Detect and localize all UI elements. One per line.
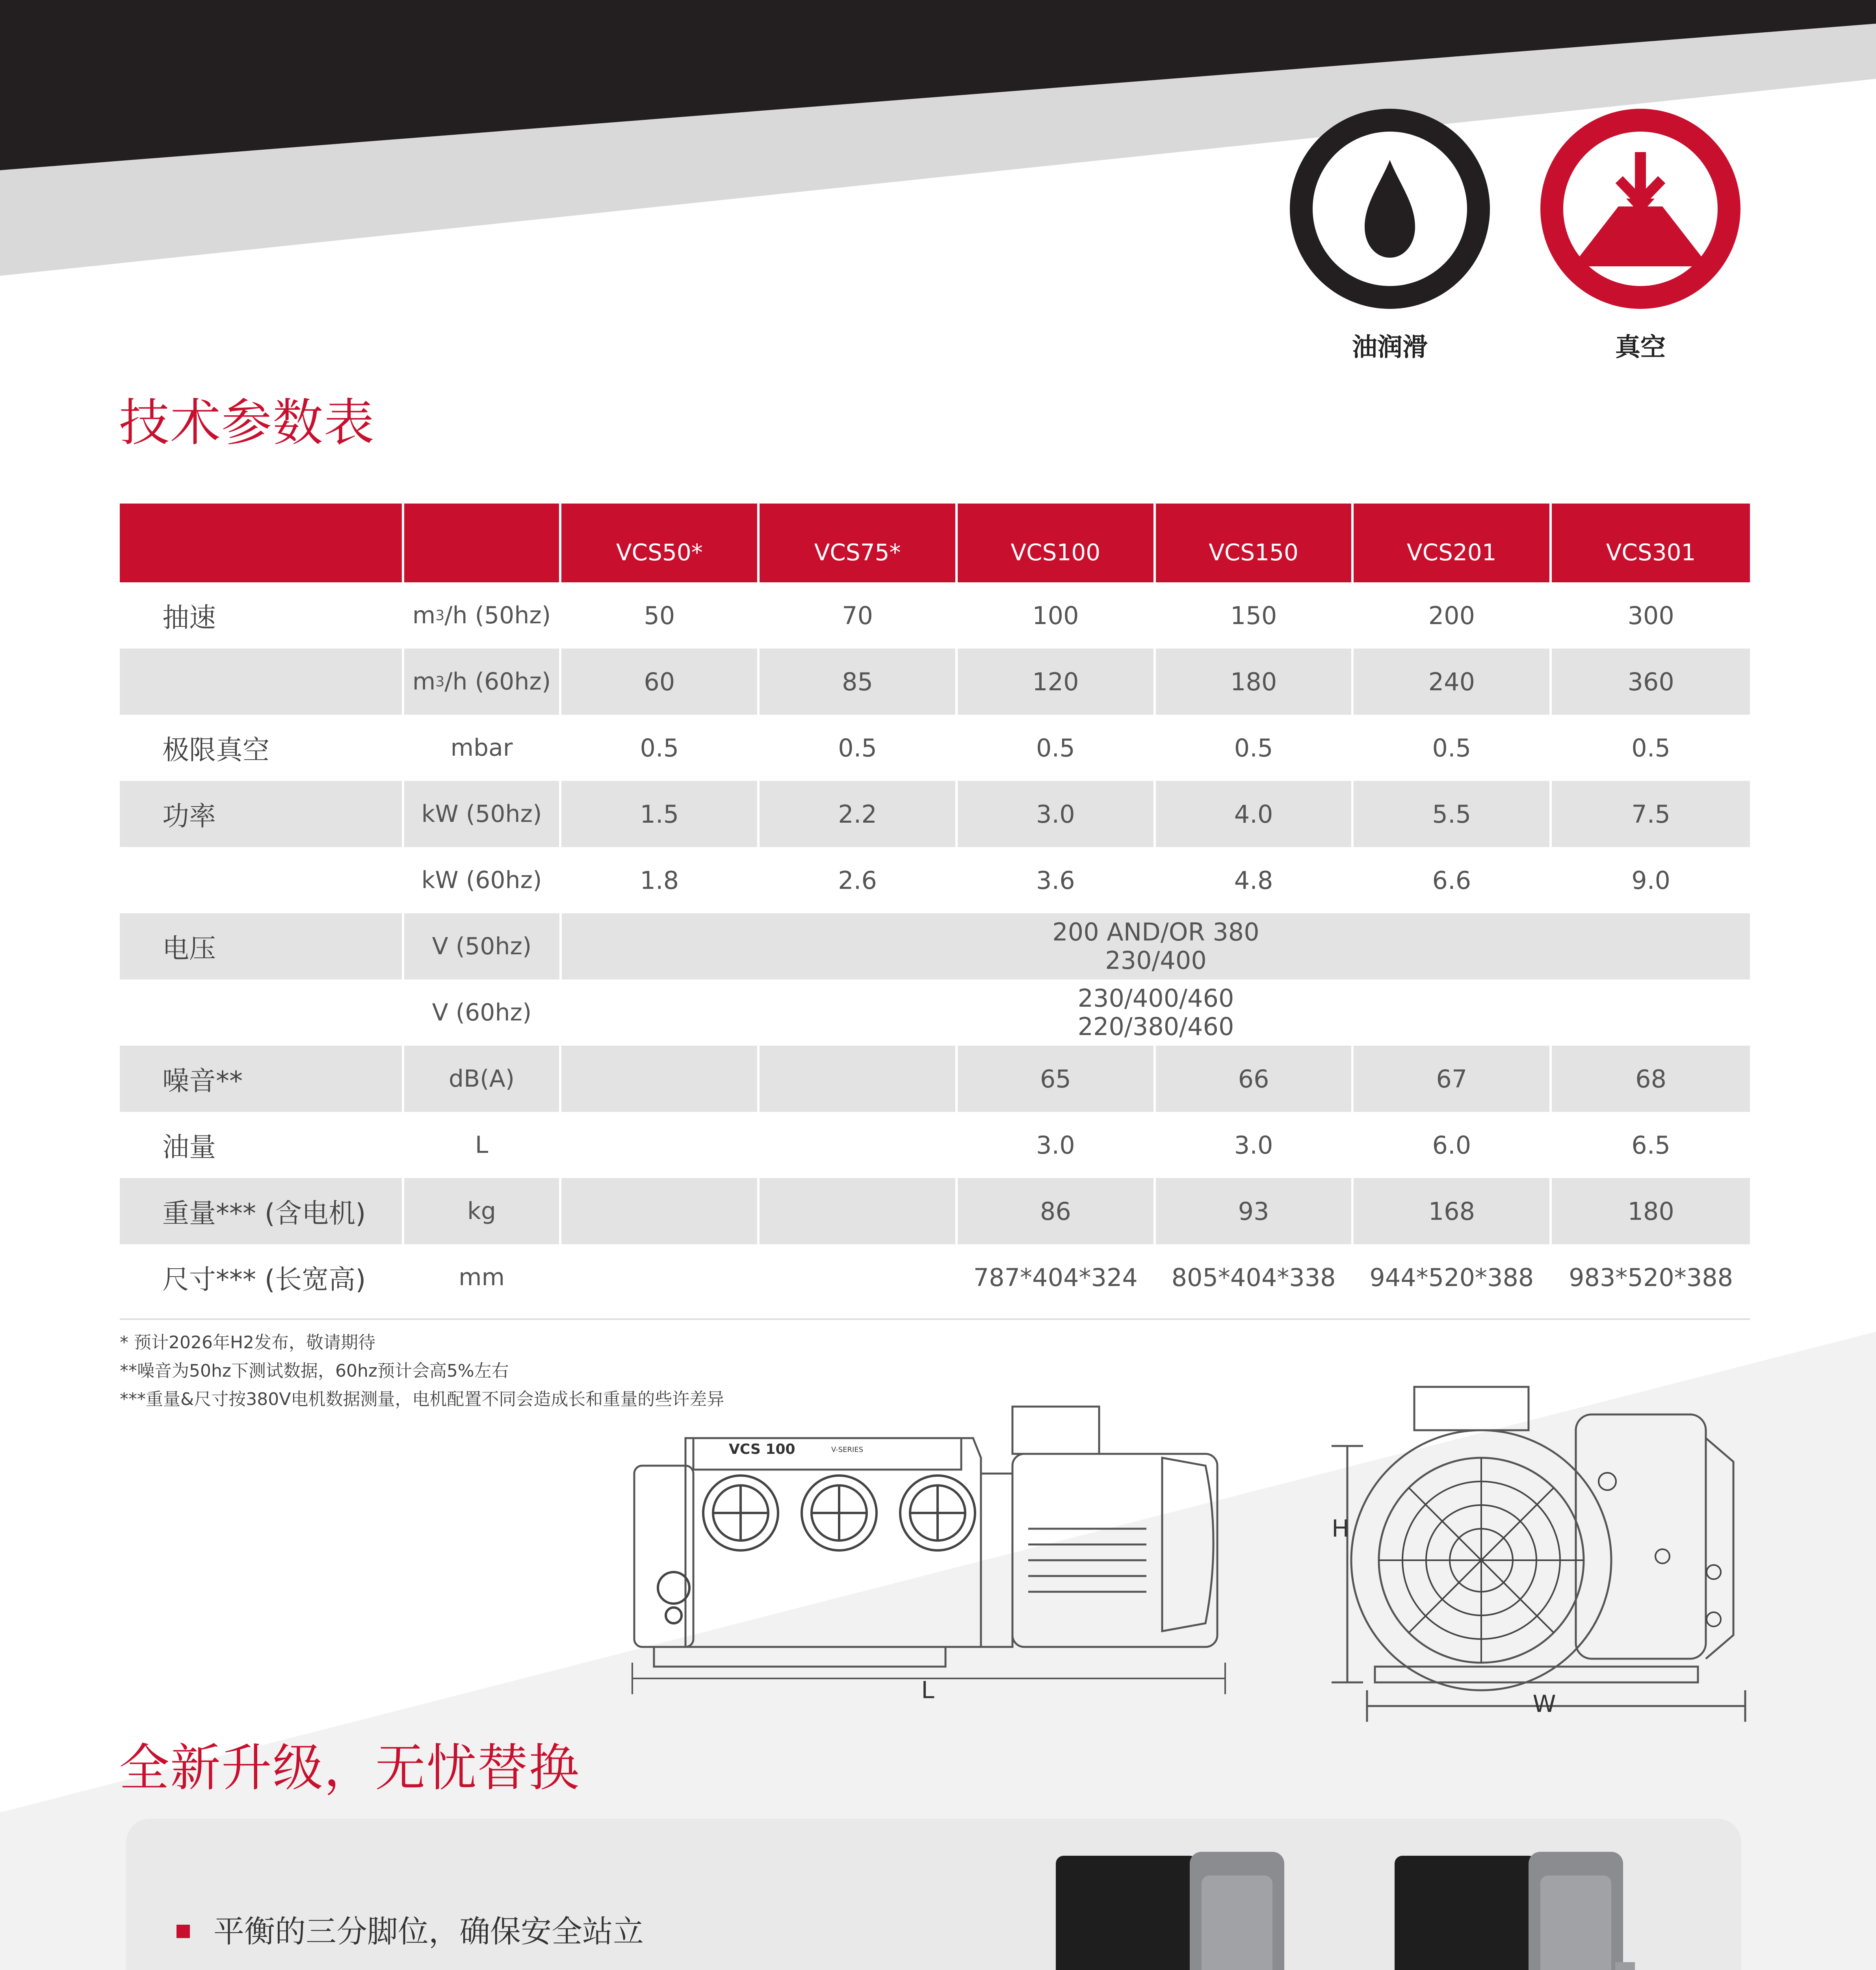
header-blank-name	[120, 504, 404, 582]
header-model: VCS50*	[561, 504, 760, 582]
cell: 0.5	[1631, 733, 1670, 762]
row-name: 重量*** (含电机)	[120, 1178, 404, 1244]
cell	[760, 1178, 958, 1244]
row-name: 抽速	[120, 582, 404, 649]
vacuum-icon	[1540, 109, 1740, 309]
cell: 1.5	[561, 781, 760, 847]
header-model: VCS150	[1156, 504, 1354, 582]
vacuum-label: 真空	[1615, 333, 1666, 362]
cell: 120	[958, 649, 1156, 715]
cell: 0.5	[760, 715, 958, 781]
cell: 4.0	[1156, 781, 1354, 847]
cell: 6.0	[1354, 1112, 1552, 1178]
cell: 150	[1156, 582, 1354, 649]
dimension-width-label: W	[1532, 1690, 1556, 1718]
cell: 180	[1627, 1197, 1674, 1226]
cell: 0.5	[1156, 715, 1354, 781]
cell: 60	[561, 649, 760, 715]
cell: 86	[958, 1178, 1156, 1244]
dimension-height-label: H	[1332, 1515, 1350, 1543]
spec-table-title: 技术参数表	[119, 394, 375, 452]
cell: 100	[958, 582, 1156, 649]
pump-front-view-drawing	[1316, 1383, 1761, 1726]
feature-item	[176, 1907, 644, 1951]
row-unit: kW (50hz)	[404, 781, 562, 847]
cell: 200	[1354, 582, 1552, 649]
footnotes	[120, 1329, 724, 1414]
table-row	[120, 715, 1750, 781]
cell: 787*404*324	[958, 1244, 1156, 1310]
cell	[760, 1046, 958, 1112]
row-unit: V (60hz)	[404, 979, 562, 1046]
table-row	[120, 649, 1750, 715]
spec-table	[120, 504, 1750, 1310]
cell: 3.6	[958, 847, 1156, 913]
row-name: 噪音**	[120, 1046, 404, 1112]
cell: 983*520*388	[1569, 1263, 1733, 1292]
table-row	[120, 979, 1750, 1046]
header-model: VCS100	[958, 504, 1156, 582]
cell	[760, 1112, 958, 1178]
table-bottom-rule	[120, 1318, 1750, 1320]
cell	[561, 1112, 760, 1178]
vacuum-badge	[1540, 109, 1740, 309]
cell: 300	[1627, 601, 1674, 630]
cell: 0.5	[561, 715, 760, 781]
drawing-series-label: V-SERIES	[831, 1446, 864, 1454]
table-row	[120, 1178, 1750, 1244]
row-unit: dB(A)	[404, 1046, 562, 1112]
oil-lubrication-label: 油润滑	[1352, 333, 1428, 362]
cell: 2.2	[760, 781, 958, 847]
cell: 360	[1627, 667, 1674, 696]
table-row	[120, 847, 1750, 913]
cell: 168	[1354, 1178, 1552, 1244]
row-name	[120, 979, 404, 1046]
header-model: VCS301	[1606, 539, 1696, 566]
row-name: 极限真空	[120, 715, 404, 781]
cell: 0.5	[958, 715, 1156, 781]
footnote: **噪音为50hz下测试数据，60hz预计会高5%左右	[120, 1361, 509, 1381]
cell: 0.5	[1354, 715, 1552, 781]
cell: 805*404*338	[1156, 1244, 1354, 1310]
upgrade-title: 全新升级，无忧替换	[119, 1739, 580, 1797]
table-row	[120, 1244, 1750, 1310]
cell: 67	[1354, 1046, 1552, 1112]
cell: 3.0	[958, 781, 1156, 847]
cell: 68	[1635, 1064, 1667, 1093]
cell: 50	[561, 582, 760, 649]
cell	[561, 1046, 760, 1112]
voltage-cell	[562, 979, 1750, 1046]
footnote: * 预计2026年H2发布，敬请期待	[120, 1333, 376, 1353]
row-unit: m 3 /h (50hz)	[404, 582, 562, 649]
dimension-length-label: L	[921, 1676, 934, 1702]
pump-side-view-drawing	[626, 1403, 1233, 1702]
table-row	[120, 582, 1750, 649]
row-unit: L	[404, 1112, 562, 1178]
drawing-model-label: VCS 100	[729, 1441, 795, 1457]
voltage-line: 200 AND/OR 380	[1052, 918, 1259, 946]
header-model: VCS201	[1354, 504, 1552, 582]
row-unit: kg	[404, 1178, 562, 1244]
oil-drop-icon	[1290, 109, 1490, 309]
row-unit: m 3 /h (60hz)	[404, 649, 562, 715]
voltage-line: 220/380/460	[1077, 1012, 1234, 1041]
row-name: 电压	[120, 913, 404, 979]
row-unit: V (50hz)	[404, 913, 562, 979]
cell: 240	[1354, 649, 1552, 715]
table-row	[120, 1046, 1750, 1112]
cell: 70	[760, 582, 958, 649]
voltage-line: 230/400/460	[1077, 984, 1234, 1013]
row-name	[120, 649, 404, 715]
cell: 7.5	[1631, 799, 1670, 829]
cell: 6.6	[1354, 847, 1552, 913]
row-unit: mm	[404, 1244, 562, 1310]
voltage-line: 230/400	[1105, 946, 1207, 975]
bullet-square-icon	[176, 1925, 190, 1938]
header-blank-unit	[404, 504, 562, 582]
table-row	[120, 913, 1750, 979]
feature-text: 平衡的三分脚位，确保安全站立	[214, 1914, 644, 1950]
row-name: 尺寸*** (长宽高)	[120, 1244, 404, 1310]
cell: 93	[1156, 1178, 1354, 1244]
cell: 65	[958, 1046, 1156, 1112]
pump-image-original	[1040, 1844, 1308, 1970]
cell: 3.0	[1156, 1112, 1354, 1178]
cell: 5.5	[1354, 781, 1552, 847]
cell: 9.0	[1631, 866, 1670, 895]
row-unit: kW (60hz)	[404, 847, 562, 913]
oil-lubrication-badge	[1290, 109, 1490, 309]
cell: 85	[760, 649, 958, 715]
cell: 944*520*388	[1354, 1244, 1552, 1310]
cell	[561, 1178, 760, 1244]
footnote: ***重量&尺寸按380V电机数据测量，电机配置不同会造成长和重量的些许差异	[120, 1389, 724, 1409]
header-model: VCS75*	[760, 504, 958, 582]
pump-image-with-adapter	[1379, 1844, 1647, 1970]
cell: 1.8	[561, 847, 760, 913]
cell: 4.8	[1156, 847, 1354, 913]
table-row	[120, 1112, 1750, 1178]
row-name: 功率	[120, 781, 404, 847]
voltage-cell	[562, 913, 1750, 979]
cell: 66	[1156, 1046, 1354, 1112]
cell: 2.6	[760, 847, 958, 913]
row-name: 油量	[120, 1112, 404, 1178]
cell: 180	[1156, 649, 1354, 715]
cell: 3.0	[958, 1112, 1156, 1178]
cell	[561, 1244, 760, 1310]
row-name	[120, 847, 404, 913]
row-unit: mbar	[404, 715, 562, 781]
cell	[760, 1244, 958, 1310]
table-header	[120, 504, 1750, 582]
cell: 6.5	[1631, 1130, 1670, 1160]
table-row	[120, 781, 1750, 847]
